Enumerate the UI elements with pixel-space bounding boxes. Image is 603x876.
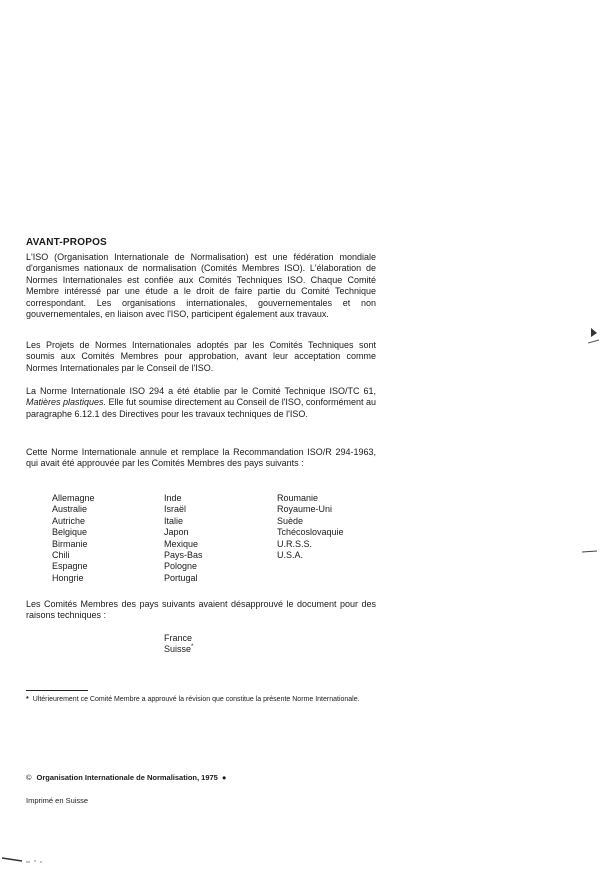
approving-countries-column-1 bbox=[52, 493, 95, 584]
drafts-paragraph: Les Projets de Normes Internationales adoptés par les Comités Techniques sont soumis aux Comités Membres pour approbation, avant leur acceptation comme Normes Internationales par le Conseil de l'ISO. bbox=[26, 340, 376, 373]
disapproval-paragraph: Les Comités Membres des pays suivants avaient désapprouvé le document pour des raisons techniques : bbox=[26, 599, 376, 621]
origin-text-end: Elle fut soumise directement au Conseil de l'ISO, conformément au paragraphe 6.12.1 des Directives pour les travaux techniques de l'ISO. bbox=[26, 397, 376, 419]
footnote-reference: * bbox=[191, 644, 194, 651]
page-title: AVANT-PROPOS bbox=[26, 237, 107, 248]
country-item: Hongrie bbox=[52, 572, 84, 583]
country-item: France bbox=[164, 633, 193, 643]
country-item: U.S.A. bbox=[277, 550, 304, 561]
scan-smudge-icon bbox=[0, 855, 48, 865]
intro-paragraph: L'ISO (Organisation Internationale de Normalisation) est une fédération mondiale d'organismes nationaux de normalisation (Comités Membres ISO). L'élaboration de Normes Internationales est confiée aux Comités Techniques ISO. Chaque Comité Membre intéressé par une étude a le droit de faire partie du Comité Technique correspondant. Les organisations internationales, gouvernementales et non gouvernementales, en liaison avec l'ISO, participent également aux travaux. bbox=[26, 252, 376, 320]
country-item: Israël bbox=[164, 504, 187, 515]
scan-mark-icon bbox=[588, 326, 600, 346]
imprint: Imprimé en Suisse bbox=[26, 796, 89, 805]
approving-countries-column-2 bbox=[164, 493, 203, 584]
committee-subject: Matières plastiques. bbox=[26, 397, 107, 408]
origin-text-start: La Norme Internationale ISO 294 a été établie par le Comité Technique ISO/TC 61, bbox=[26, 386, 376, 396]
country-item: Inde bbox=[164, 493, 182, 503]
country-item: Australie bbox=[52, 504, 88, 515]
country-item: Pologne bbox=[164, 561, 198, 572]
country-item: Birmanie bbox=[52, 538, 88, 549]
copyright-line bbox=[26, 773, 226, 782]
standard-origin-paragraph bbox=[26, 386, 376, 420]
bullet-icon: ● bbox=[221, 773, 227, 782]
country-item: Autriche bbox=[52, 515, 86, 526]
country-item: Belgique bbox=[52, 527, 88, 538]
country-item: Tchécoslovaquie bbox=[277, 527, 344, 538]
footnote-mark: * bbox=[26, 696, 29, 703]
country-item: Suède bbox=[277, 515, 304, 526]
country-name: Suisse bbox=[164, 644, 192, 655]
country-item: U.R.S.S. bbox=[277, 538, 313, 549]
country-item: Portugal bbox=[164, 572, 198, 583]
country-item: Chili bbox=[52, 550, 70, 561]
footnote-text: Ultérieurement ce Comité Membre a approuvé la révision que constitue la présente Norme Internationale. bbox=[32, 696, 360, 703]
country-item: Espagne bbox=[52, 561, 88, 572]
country-item: Roumanie bbox=[277, 493, 319, 503]
country-item: Royaume-Uni bbox=[277, 504, 333, 515]
disapproving-countries-list bbox=[164, 633, 193, 656]
approving-countries-column-3 bbox=[277, 493, 344, 561]
copyright-icon: © bbox=[26, 773, 32, 782]
country-item: Allemagne bbox=[52, 493, 95, 503]
footnote-divider bbox=[26, 690, 88, 691]
country-item: Pays-Bas bbox=[164, 550, 203, 561]
country-item: Japon bbox=[164, 527, 189, 538]
country-item bbox=[164, 644, 193, 655]
footnote bbox=[26, 695, 376, 705]
replacement-paragraph: Cette Norme Internationale annule et remplace la Recommandation ISO/R 294-1963, qui avait été approuvée par les Comités Membres des pays suivants : bbox=[26, 447, 376, 469]
scan-dash-icon bbox=[582, 549, 598, 555]
country-item: Italie bbox=[164, 515, 184, 526]
copyright-text: Organisation Internationale de Normalisation, 1975 bbox=[36, 773, 218, 782]
country-item: Mexique bbox=[164, 538, 199, 549]
